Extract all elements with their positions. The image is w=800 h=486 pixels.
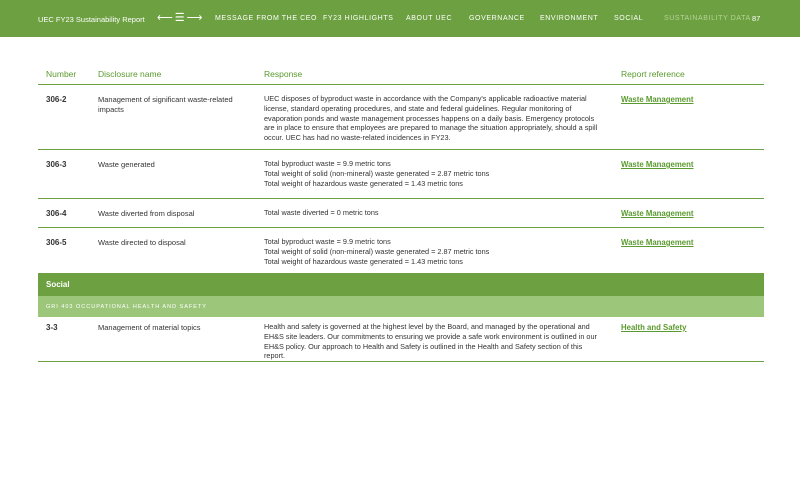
table-row — [38, 85, 764, 150]
disclosure-name: Waste directed to disposal — [98, 238, 186, 247]
disclosure-response: Total waste diverted = 0 metric tons — [264, 208, 379, 217]
nav-fy23-highlights[interactable]: FY23 HIGHLIGHTS — [323, 15, 394, 22]
menu-icon[interactable]: ☰ — [174, 12, 185, 24]
disclosure-number: 306-4 — [46, 209, 67, 218]
table-row — [38, 228, 764, 274]
table-row — [38, 199, 764, 228]
report-reference-link[interactable]: Health and Safety — [621, 323, 687, 332]
response-line: Total weight of solid (non-mineral) waste generated = 2.87 metric tons — [264, 246, 490, 256]
arrow-right-icon[interactable]: ⟶ — [186, 12, 203, 24]
gri-disclosure-table — [38, 62, 764, 362]
table-row — [38, 317, 764, 362]
nav-sustainability-data[interactable]: SUSTAINABILITY DATA — [664, 15, 751, 22]
response-line: Total byproduct waste = 9.9 metric tons — [264, 237, 391, 246]
response-line: Total byproduct waste = 9.9 metric tons — [264, 159, 391, 168]
report-reference-link[interactable]: Waste Management — [621, 209, 694, 218]
page-nav-icons — [157, 11, 204, 24]
report-title: UEC FY23 Sustainability Report — [38, 15, 145, 24]
column-header-report-reference: Report reference — [621, 69, 685, 79]
disclosure-response: UEC disposes of byproduct waste in accordance with the Company's applicable radioactive material license, standard operating procedures, and state and federal guidelines. Regular monitoring of evaporation ponds and waste management processes happens on a daily basis. Emergency protocols are in place to ensure that employees are prepared to manage the situation appropriately, should a spill occur. UEC has had no waste-related incidences in FY23. — [264, 94, 598, 143]
response-line: Total weight of hazardous waste generated = 1.43 metric tons — [264, 256, 463, 266]
table-row — [38, 150, 764, 199]
nav-governance[interactable]: GOVERNANCE — [469, 15, 525, 22]
section-header-social — [38, 274, 764, 296]
disclosure-response: Health and safety is governed at the highest level by the Board, and managed by the operational and EH&S site leaders. Our commitments to ensuring we provide a safe work environment is outlined in our EH&S policy. Our approach to Health and Safety is outlined in the Health and Safety section of this report. — [264, 322, 597, 361]
section-title: Social — [46, 280, 70, 289]
arrow-left-icon[interactable]: ⟵ — [157, 12, 173, 24]
disclosure-name: Management of material topics — [98, 323, 201, 332]
subsection-header — [38, 296, 764, 317]
report-reference-link[interactable]: Waste Management — [621, 95, 694, 104]
disclosure-name: Waste generated — [98, 160, 155, 169]
report-reference-link[interactable]: Waste Management — [621, 238, 694, 247]
disclosure-number: 306-3 — [46, 160, 67, 169]
top-navigation-bar — [0, 0, 800, 37]
nav-social[interactable]: SOCIAL — [614, 15, 644, 22]
page-number: 87 — [752, 14, 761, 23]
disclosure-number: 306-2 — [46, 95, 67, 104]
nav-environment[interactable]: ENVIRONMENT — [540, 15, 599, 22]
column-header-disclosure-name: Disclosure name — [98, 69, 162, 79]
table-header — [38, 62, 764, 85]
response-line: Total weight of solid (non-mineral) waste generated = 2.87 metric tons — [264, 168, 490, 178]
report-reference-link[interactable]: Waste Management — [621, 160, 694, 169]
column-header-response: Response — [264, 69, 303, 79]
response-line: Total weight of hazardous waste generated = 1.43 metric tons — [264, 178, 463, 188]
disclosure-response — [264, 159, 604, 188]
disclosure-number: 3-3 — [46, 323, 58, 332]
column-header-number: Number — [46, 69, 77, 79]
subsection-title: GRI 403 OCCUPATIONAL HEALTH AND SAFETY — [46, 304, 207, 310]
disclosure-name: Management of significant waste-related impacts — [98, 95, 233, 114]
disclosure-response — [264, 237, 604, 266]
disclosure-number: 306-5 — [46, 238, 67, 247]
nav-about-uec[interactable]: ABOUT UEC — [406, 15, 453, 22]
disclosure-name: Waste diverted from disposal — [98, 209, 195, 218]
nav-message-from-ceo[interactable]: MESSAGE FROM THE CEO — [215, 15, 318, 22]
